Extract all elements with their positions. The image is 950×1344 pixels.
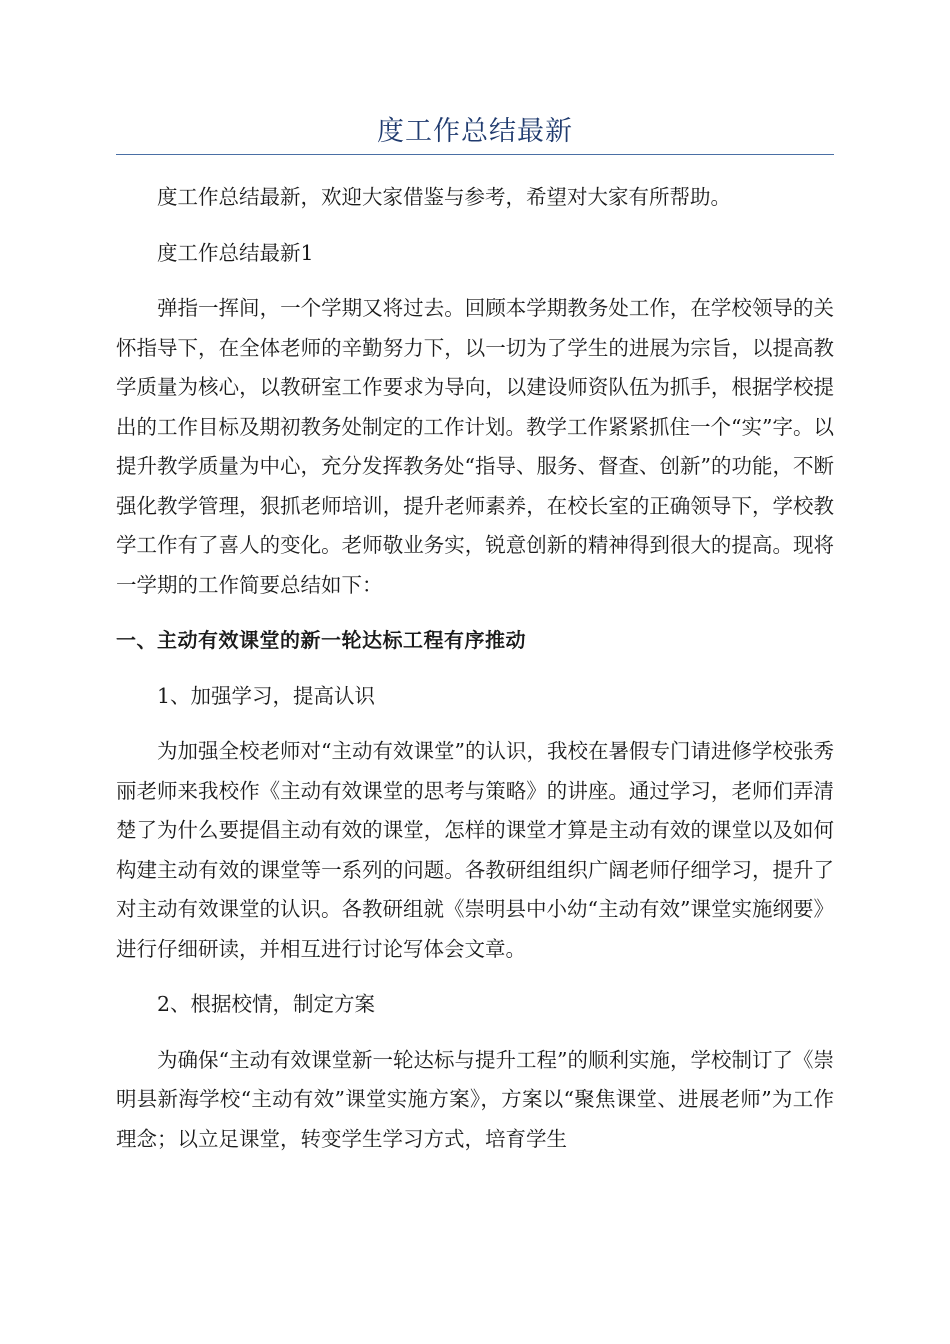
document-page (116, 0, 834, 1159)
title-underline (116, 154, 834, 155)
document-title: 度工作总结最新 (377, 116, 573, 147)
item-1-heading: 1、加强学习，提高认识 (157, 683, 376, 708)
subtitle-1: 度工作总结最新1 (157, 240, 314, 265)
body-paragraph-1: 弹指一挥间，一个学期又将过去。回顾本学期教务处工作，在学校领导的关怀指导下，在全体老师的辛勤努力下，以一切为了学生的进展为宗旨，以提高教学质量为核心，以教研室工作要求为导向，以建设师资队伍为抓手，根据学校提出的工作目标及期初教务处制定的工作计划。教学工作紧紧抓住一个“实”字。以提升教学质量为中心，充分发挥教务处“指导、服务、督查、创新”的功能，不断强化教学管理，狠抓老师培训，提升老师素养，在校长室的正确领导下，学校教学工作有了喜人的变化。老师敬业务实，锐意创新的精神得到很大的提高。现将一学期的工作简要总结如下： (116, 296, 834, 597)
section-1-heading: 一、主动有效课堂的新一轮达标工程有序推动 (116, 628, 526, 652)
intro-paragraph: 度工作总结最新，欢迎大家借鉴与参考，希望对大家有所帮助。 (157, 185, 731, 209)
item-2-heading: 2、根据校情，制定方案 (157, 992, 376, 1016)
item-1-body: 为加强全校老师对“主动有效课堂”的认识，我校在暑假专门请进修学校张秀丽老师来我校作《主动有效课堂的思考与策略》的讲座。通过学习，老师们弄清楚了为什么要提倡主动有效的课堂，怎样的课堂才算是主动有效的课堂以及如何构建主动有效的课堂等一系列的问题。各教研组组织广阔老师仔细学习，提升了对主动有效课堂的认识。各教研组就《崇明县中小幼“主动有效”课堂实施纲要》进行仔细研读，并相互进行讨论写体会文章。 (116, 739, 834, 961)
item-2-body: 为确保“主动有效课堂新一轮达标与提升工程”的顺利实施，学校制订了《崇明县新海学校“主动有效”课堂实施方案》，方案以“聚焦课堂、进展老师”为工作理念；以立足课堂，转变学生学习方式，培育学生 (116, 1047, 834, 1151)
